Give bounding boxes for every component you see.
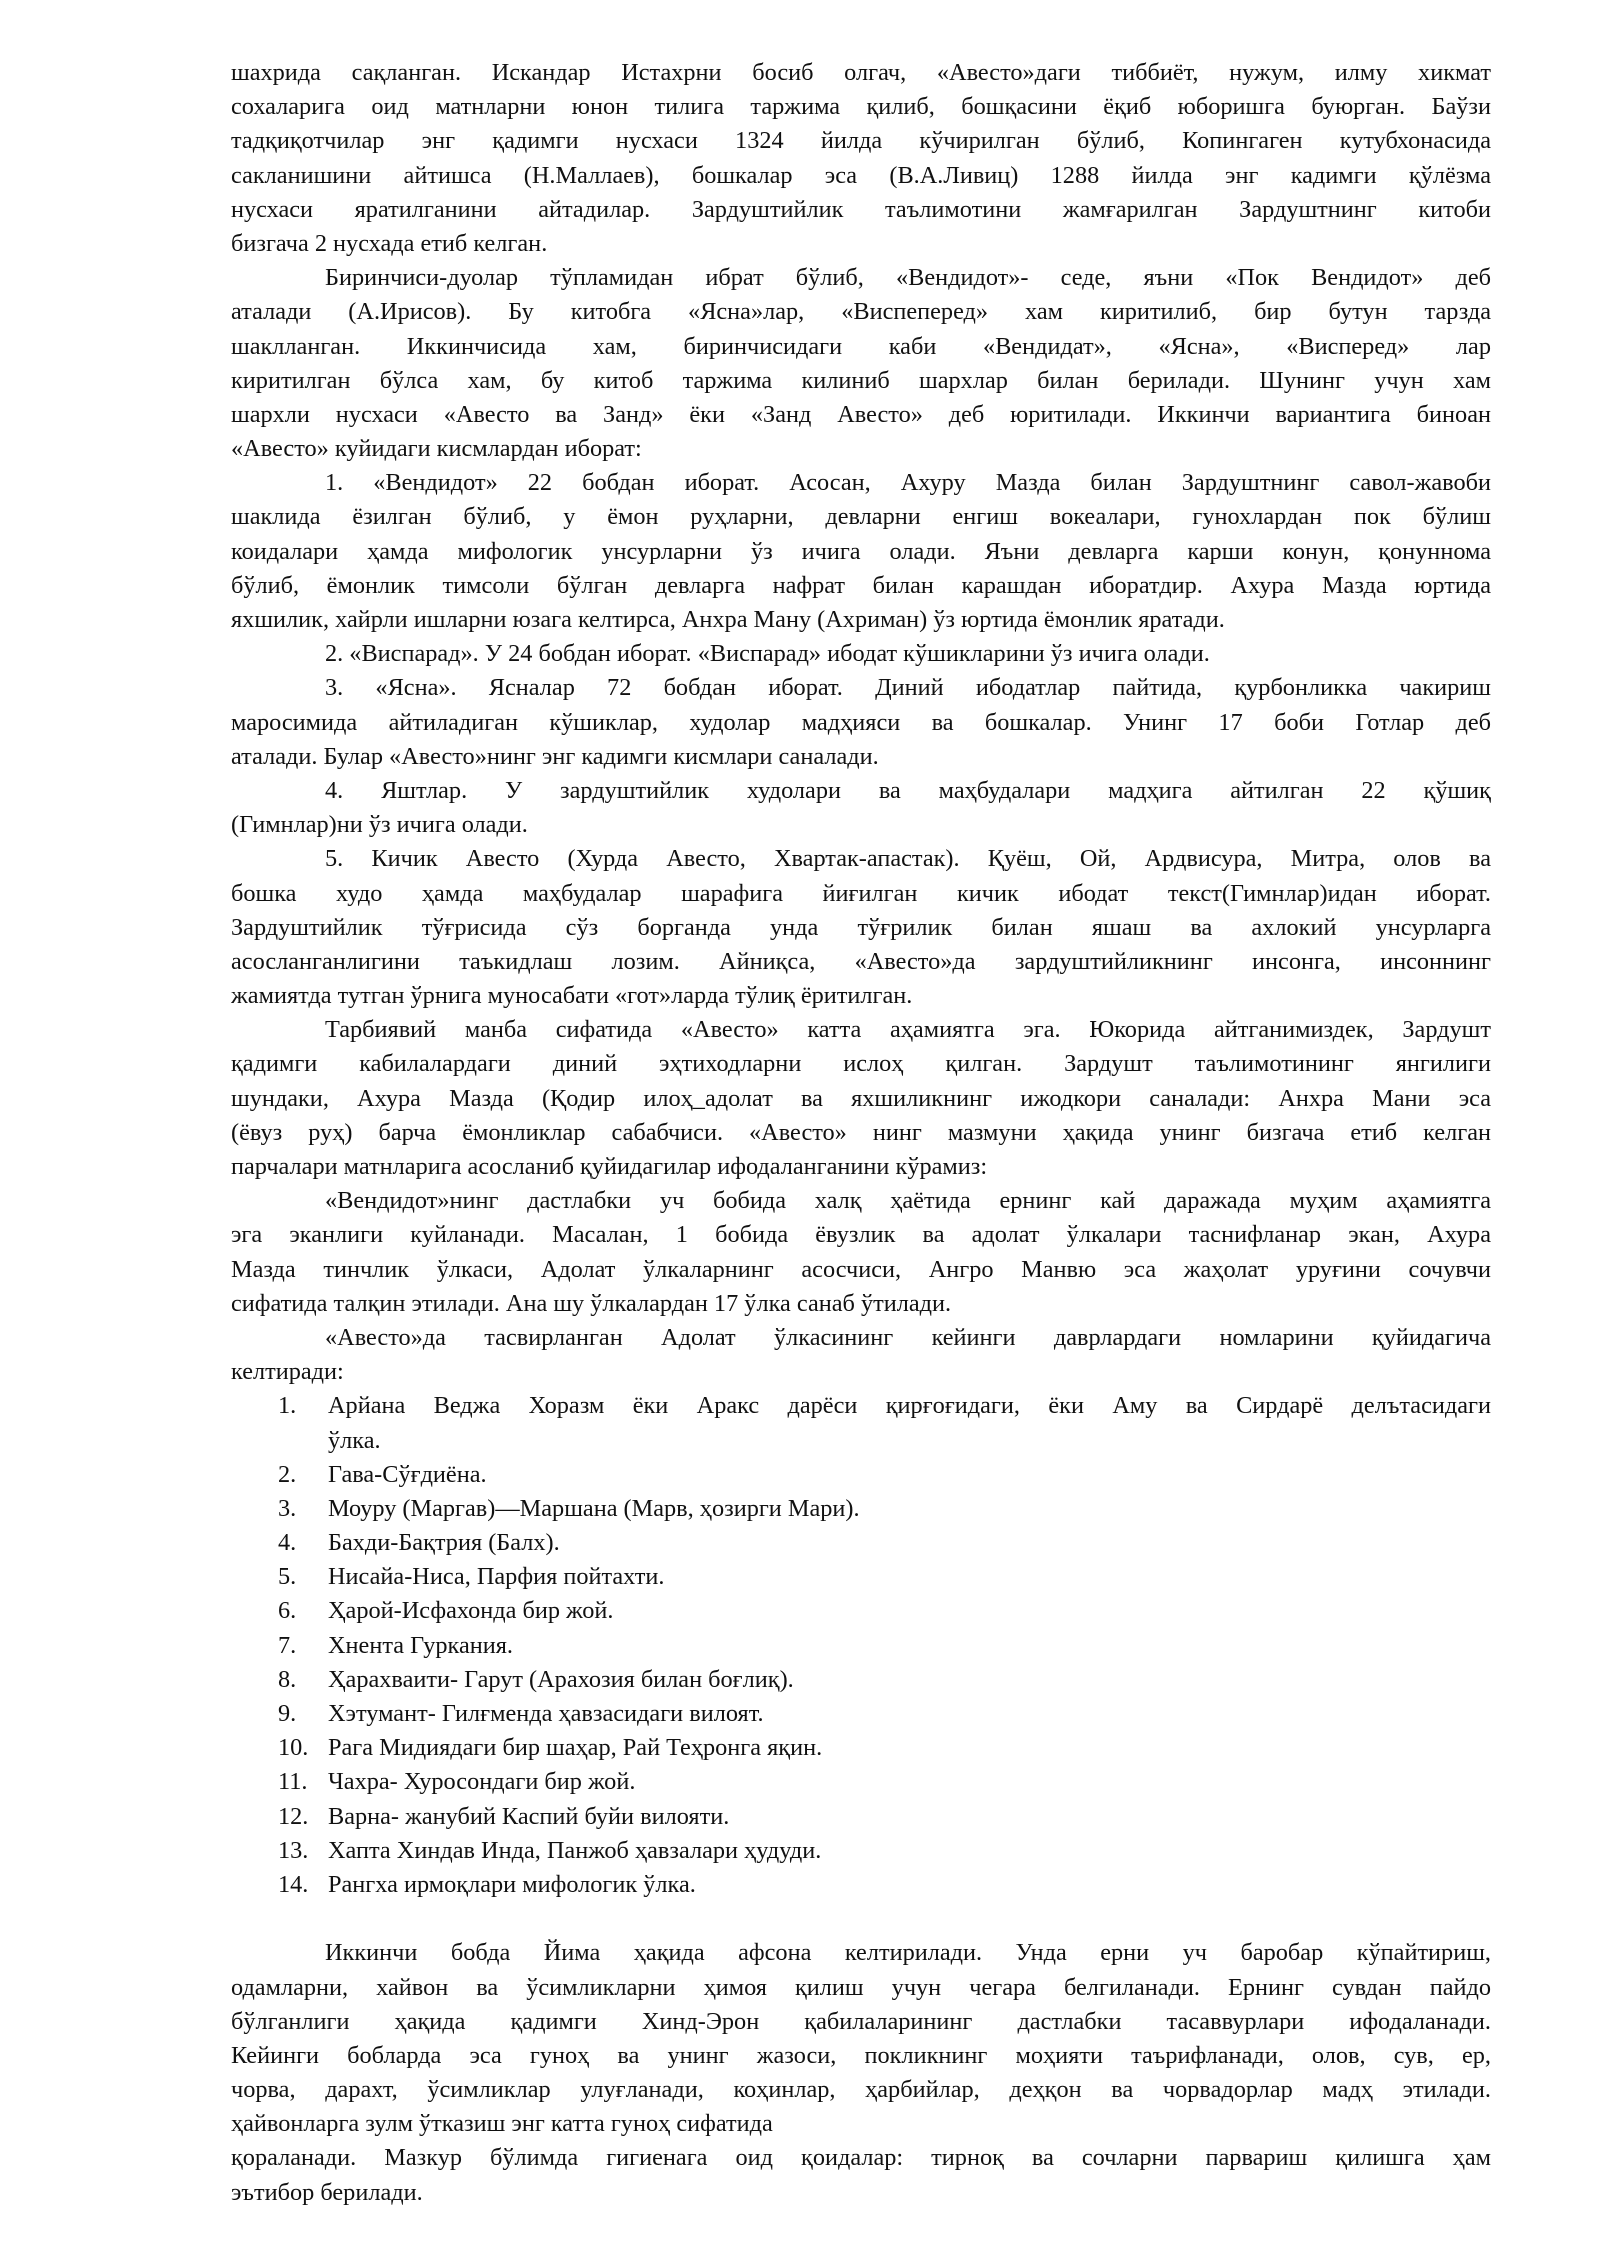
- list-item-text: Хапта Хиндав Инда, Панжоб ҳавзалари ҳудуди.: [328, 1836, 822, 1864]
- paragraph-line: бошка худо ҳамда маҳбудалар шарафига йиғилган кичик ибодат текст(Гимнлар)идан иборат.: [231, 879, 1491, 907]
- list-number: 11.: [278, 1768, 308, 1796]
- list-item-text: Рага Мидиядаги бир шаҳар, Рай Теҳронга яқин.: [328, 1734, 823, 1762]
- paragraph-first-line: Тарбиявий манба сифатида «Авесто» катта аҳамиятга эга. Юкорида айтганимиздек, Зардушт: [325, 1016, 1491, 1044]
- list-number: 10.: [278, 1734, 309, 1762]
- paragraph-line: аталади (А.Ирисов). Бу китобга «Ясна»лар, «Виспеперед» хам киритилиб, бир бутун тарзда: [231, 298, 1491, 326]
- paragraph-first-line: 4. Яштлар. У зардуштийлик худолари ва маҳбудалари мадҳига айтилган 22 қўшиқ: [325, 776, 1491, 804]
- numbered-list: [231, 1389, 1491, 1902]
- list-item-text: Ҳарахваити- Гарут (Арахозия билан боғлиқ).: [328, 1665, 794, 1693]
- paragraph-line: келтиради:: [231, 1358, 344, 1386]
- paragraph-line: парчалари матнларига асосланиб қуйидагилар ифодаланганини кўрамиз:: [231, 1153, 988, 1180]
- paragraph-line: сифатида талқин этилади. Ана шу ўлкалардан 17 ўлка санаб ўтилади.: [231, 1289, 952, 1317]
- paragraph-line: маросимида айтиладиган кўшиклар, худолар мадҳияси ва бошкалар. Унинг 17 боби Готлар деб: [231, 708, 1491, 736]
- list-item: [231, 1834, 1491, 1868]
- list-number: 1.: [278, 1392, 297, 1420]
- list-item: [231, 1868, 1491, 1902]
- paragraph-line: нусхаси яратилганини айтадилар. Зардуштийлик таълимотини жамғарилган Зардуштнинг китоби: [231, 195, 1491, 223]
- list-item-text: Моуру (Маргав)—Маршана (Марв, ҳозирги Мари).: [328, 1494, 860, 1522]
- list-number: 5.: [278, 1563, 297, 1591]
- paragraph-line: Кейинги бобларда эса гуноҳ ва унинг жазоси, покликнинг моҳияти таърифланади, олов, сув, ер,: [231, 2041, 1491, 2069]
- list-item: [231, 1389, 1491, 1423]
- list-item-text: Рангха ирмоқлари мифологик ўлка.: [328, 1870, 696, 1898]
- paragraph-line: асосланганлигини таъкидлаш лозим. Айниқса, «Авесто»да зардуштийликнинг инсонга, инсоннинг: [231, 947, 1491, 975]
- list-number: 9.: [278, 1700, 297, 1727]
- list-item: [231, 1594, 1491, 1628]
- paragraph-line: эга эканлиги куйланади. Масалан, 1 бобида ёвузлик ва адолат ўлкалари таснифланар экан, Ахура: [231, 1221, 1491, 1249]
- paragraph-line: бўлиб, ёмонлик тимсоли бўлган девларга нафрат билан карашдан иборатдир. Ахура Мазда юртида: [231, 571, 1491, 599]
- paragraph-line: яхшилик, хайрли ишларни юзага келтирса, Анхра Ману (Ахриман) ўз юртида ёмонлик яратади.: [231, 606, 1225, 633]
- paragraph-first-line: 2. «Виспарад». У 24 бобдан иборат. «Виспарад» ибодат кўшикларини ўз ичига олади.: [325, 640, 1210, 668]
- list-item-text: Хнента Гуркания.: [328, 1631, 514, 1659]
- paragraph-line: одамларни, хайвон ва ўсимликларни ҳимоя қилиш учун чегара белгиланади. Ернинг сувдан пайдо: [231, 1973, 1491, 2001]
- list-item: [231, 1765, 1491, 1799]
- list-item: [231, 1492, 1491, 1526]
- paragraph-line: Мазда тинчлик ўлкаси, Адолат ўлкаларнинг асосчиси, Ангро Манвю эса жаҳолат уруғини сочувчи: [231, 1255, 1491, 1283]
- paragraph-line: шундаки, Ахура Мазда (Қодир илоҳ_адолат ва яхшиликнинг ижодкори саналади: Анхра Мани эса: [231, 1084, 1491, 1112]
- paragraph-line: шахрида сақланган. Искандар Истахрни босиб олгач, «Авесто»даги тиббиёт, нужум, илму хикмат: [231, 59, 1491, 86]
- paragraph-first-line: 5. Кичик Авесто (Хурда Авесто, Хвартак-апастак). Қуёш, Ой, Ардвисура, Митра, олов ва: [325, 845, 1491, 873]
- list-item-text: Гава-Сўғдиёна.: [328, 1460, 487, 1488]
- list-number: 14.: [278, 1870, 309, 1898]
- list-number: 6.: [278, 1597, 297, 1625]
- list-number: 13.: [278, 1836, 309, 1864]
- list-item-continuation: ўлка.: [328, 1426, 381, 1454]
- list-item-text: Арйана Веджа Хоразм ёки Аракс дарёси қирғоғидаги, ёки Аму ва Сирдарё делътасидаги: [328, 1392, 1491, 1420]
- paragraph-line: шаклида ёзилган бўлиб, у ёмон руҳларни, девларни енгиш вокеалари, гунохлардан пок бўлиш: [231, 503, 1491, 531]
- paragraph-first-line: 1. «Вендидот» 22 бобдан иборат. Асосан, Ахуру Мазда билан Зардуштнинг савол-жавоби: [325, 469, 1491, 497]
- paragraph-line: тадқиқотчилар энг қадимги нусхаси 1324 йилда кўчирилган бўлиб, Копингаген кутубхонасида: [231, 127, 1491, 155]
- paragraph-line: аталади. Булар «Авесто»нинг энг кадимги кисмлари саналади.: [231, 742, 879, 770]
- list-number: 12.: [278, 1802, 309, 1830]
- paragraph-first-line: Иккинчи бобда Йима ҳақида афсона келтирилади. Унда ерни уч баробар кўпайтириш,: [325, 1939, 1491, 1967]
- paragraph-line: қадимги кабилалардаги диний эҳтиходларни ислоҳ қилган. Зардушт таълимотининг янгилиги: [231, 1050, 1491, 1078]
- list-item-text: Ҳарой-Исфахонда бир жой.: [328, 1597, 614, 1625]
- document-page: [231, 56, 1491, 2210]
- list-number: 8.: [278, 1665, 297, 1693]
- list-item: [231, 1629, 1491, 1663]
- list-number: 7.: [278, 1631, 297, 1659]
- paragraph-line: шархли нусхаси «Авесто ва Занд» ёки «Занд Авесто» деб юритилади. Иккинчи вариантига биноан: [231, 400, 1491, 428]
- paragraph-line: бизгача 2 нусхада етиб келган.: [231, 229, 548, 257]
- list-item: [231, 1526, 1491, 1560]
- paragraph-line: сохаларига оид матнларни юнон тилига таржима қилиб, бошқасини ёқиб юборишга буюрган. Баўзи: [231, 93, 1491, 121]
- paragraph-line: сакланишини айтишса (Н.Маллаев), бошкалар эса (В.А.Ливиц) 1288 йилда энг кадимги қўлёзма: [231, 161, 1491, 189]
- list-number: 4.: [278, 1529, 297, 1557]
- blank-line: [231, 1902, 1491, 1936]
- paragraph-line: эътибор берилади.: [231, 2178, 423, 2206]
- paragraph-line: (Гимнлар)ни ўз ичига олади.: [231, 811, 528, 839]
- paragraph-line: жамиятда тутган ўрнига муносабати «гот»ларда тўлиқ ёритилган.: [231, 982, 913, 1010]
- paragraph-line: Зардуштийлик тўғрисида сўз борганда унда тўғрилик билан яшаш ва ахлокий унсурларга: [231, 913, 1491, 941]
- list-item-text: Варна- жанубий Каспий буйи вилояти.: [328, 1802, 730, 1830]
- paragraph-line: «Авесто» куйидаги кисмлардан иборат:: [231, 435, 642, 463]
- paragraph-first-line: «Вендидот»нинг дастлабки уч бобида халқ ҳаётида ернинг кай даражада муҳим аҳамиятга: [325, 1187, 1491, 1215]
- paragraph-line: коидалари ҳамда мифологик унсурларни ўз ичига олади. Яъни девларга карши конун, қонуннома: [231, 537, 1491, 565]
- list-item-text: Бахди-Бақтрия (Балх).: [328, 1529, 560, 1557]
- list-item: [231, 1697, 1491, 1731]
- paragraph-line: бўлганлиги ҳақида қадимги Хинд-Эрон қабилаларининг дастлабки тасаввурлари ифодаланади.: [231, 2007, 1491, 2035]
- list-item-text: Чахра- Хуросондаги бир жой.: [328, 1768, 636, 1796]
- list-item: [231, 1731, 1491, 1765]
- list-item-text: Нисайа-Ниса, Парфия пойтахти.: [328, 1563, 665, 1591]
- paragraph-first-line: «Авесто»да тасвирланган Адолат ўлкасининг кейинги даврлардаги номларини қуйидагича: [325, 1323, 1491, 1351]
- paragraph-line: ҳайвонларга зулм ўтказиш энг катта гуноҳ сифатида: [231, 2110, 773, 2138]
- list-number: 2.: [278, 1460, 297, 1488]
- list-item: [231, 1458, 1491, 1492]
- paragraph-line: қораланади. Мазкур бўлимда гигиенага оид қоидалар: тирноқ ва сочларни парвариш қилишга ҳам: [231, 2144, 1491, 2172]
- list-item: [231, 1800, 1491, 1834]
- paragraph-line: шаклланган. Иккинчисида хам, биринчисидаги каби «Вендидат», «Ясна», «Висперед» лар: [231, 332, 1491, 360]
- list-number: 3.: [278, 1494, 297, 1522]
- list-item: [231, 1560, 1491, 1594]
- paragraph-line: киритилган бўлса хам, бу китоб таржима килиниб шархлар билан берилади. Шунинг учун хам: [231, 366, 1491, 394]
- paragraph-first-line: Биринчиси-дуолар тўпламидан ибрат бўлиб, «Вендидот»- седе, яъни «Пок Вендидот» деб: [325, 264, 1491, 292]
- paragraph-first-line: 3. «Ясна». Ясналар 72 бобдан иборат. Диний ибодатлар пайтида, қурбонликка чакириш: [325, 674, 1491, 702]
- list-item: [231, 1663, 1491, 1697]
- paragraph-line: (ёвуз руҳ) барча ёмонликлар сабабчиси. «Авесто» нинг мазмуни ҳақида унинг бизгача етиб келган: [231, 1118, 1491, 1146]
- list-item-text: Хэтумант- Гилғменда ҳавзасидаги вилоят.: [328, 1700, 764, 1727]
- paragraph-line: чорва, дарахт, ўсимликлар улуғланади, коҳинлар, ҳарбийлар, деҳқон ва чорвадорлар мадҳ этилади.: [231, 2076, 1491, 2104]
